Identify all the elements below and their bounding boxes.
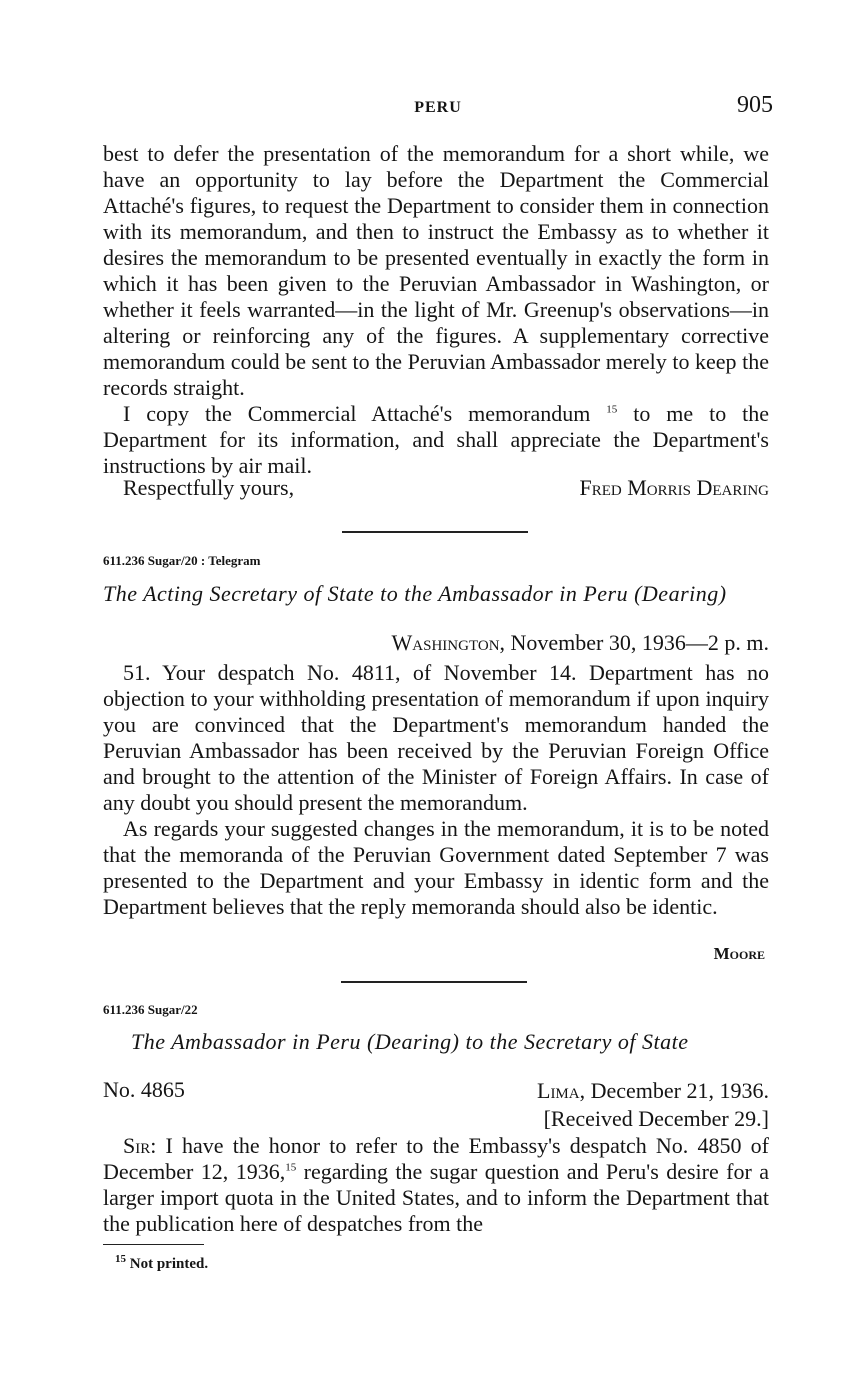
- paragraph-text: : I have the honor to refer to the Embassy's despatch No. 4850 of December 12, 1936,: [103, 1133, 769, 1184]
- file-reference: 611.236 Sugar/22: [103, 1002, 198, 1017]
- footnote-ref: 15: [606, 403, 618, 416]
- dateline-date: , November 30, 1936—2 p. m.: [499, 630, 769, 655]
- despatch-number: No. 4865: [103, 1077, 185, 1102]
- paragraph: As regards your suggested changes in the memorandum, it is to be noted that the memoranda of the Peruvian Government dated September 7 was presented to the Department and your Embassy in identic form and the Department believes that the reply memoranda should also be identic.: [103, 816, 769, 919]
- paragraph: 51. Your despatch No. 4811, of November 14. Department has no objection to your withholding presentation of memorandum if upon inquiry you are convinced that the Department's memorandum handed the Peruvian Ambassador has been received by the Peruvian Foreign Office and brought to the attention of the Minister of Foreign Affairs. In case of any doubt you should present the memorandum.: [103, 660, 769, 815]
- paragraph: best to defer the presentation of the memorandum for a short while, we have an opportunity to lay before the Department the Commercial Attaché's figures, to request the Department to consider them in connection with its memorandum, and then to instruct the Embassy as to whether it desires the memorandum to be presented eventually in exactly the form in which it has been given to the Peruvian Ambassador in Washington, or whether it feels warranted—in the light of Mr. Greenup's observations—in altering or reinforcing any of the figures. A supplementary corrective memorandum could be sent to the Peruvian Ambassador merely to keep the records straight.: [103, 141, 769, 400]
- paragraph-text: regarding the sugar question and Peru's desire for a larger import quota in the United States, and to inform the Department that the publication here of despatches from the: [103, 1159, 770, 1236]
- received-note: [Received December 29.]: [543, 1106, 769, 1131]
- despatch-body: [103, 1133, 769, 1237]
- footnote-text: Not printed.: [129, 1256, 209, 1272]
- document-title: The Ambassador in Peru (Dearing) to the Secretary of State: [131, 1029, 689, 1054]
- dateline: [392, 630, 769, 656]
- dateline-place: Lima: [537, 1078, 580, 1103]
- section-divider: [342, 531, 528, 533]
- footnote: [115, 1253, 209, 1273]
- dateline-line: [537, 1077, 769, 1105]
- paragraph: [103, 401, 769, 479]
- footnote-number: 15: [115, 1253, 126, 1265]
- document-title: The Acting Secretary of State to the Ambassador in Peru (Dearing): [103, 581, 727, 606]
- page-number: 905: [737, 92, 773, 118]
- footnote-ref: 15: [285, 1161, 297, 1174]
- telegram-body: [103, 660, 769, 920]
- dateline-date: , December 21, 1936.: [579, 1078, 769, 1103]
- page-header: [103, 92, 773, 124]
- running-head: PERU: [414, 99, 462, 116]
- signature: Fred Morris Dearing: [579, 475, 769, 500]
- dateline-place: Washington: [391, 630, 500, 655]
- footnote-divider: [103, 1244, 204, 1245]
- paragraph-text: to me to the Department for its information, and shall appreciate the Department's instructions by air mail.: [103, 401, 770, 478]
- complimentary-close: Respectfully yours,: [123, 475, 295, 500]
- dateline: [537, 1077, 769, 1133]
- paragraph: [103, 1133, 769, 1237]
- file-reference: 611.236 Sugar/20 : Telegram: [103, 553, 261, 568]
- signature: Moore: [713, 944, 765, 963]
- letter-continuation: [103, 141, 769, 479]
- salutation: Sir: [123, 1133, 151, 1158]
- paragraph-text: I copy the Commercial Attaché's memorandum: [123, 401, 591, 426]
- section-divider: [341, 981, 527, 983]
